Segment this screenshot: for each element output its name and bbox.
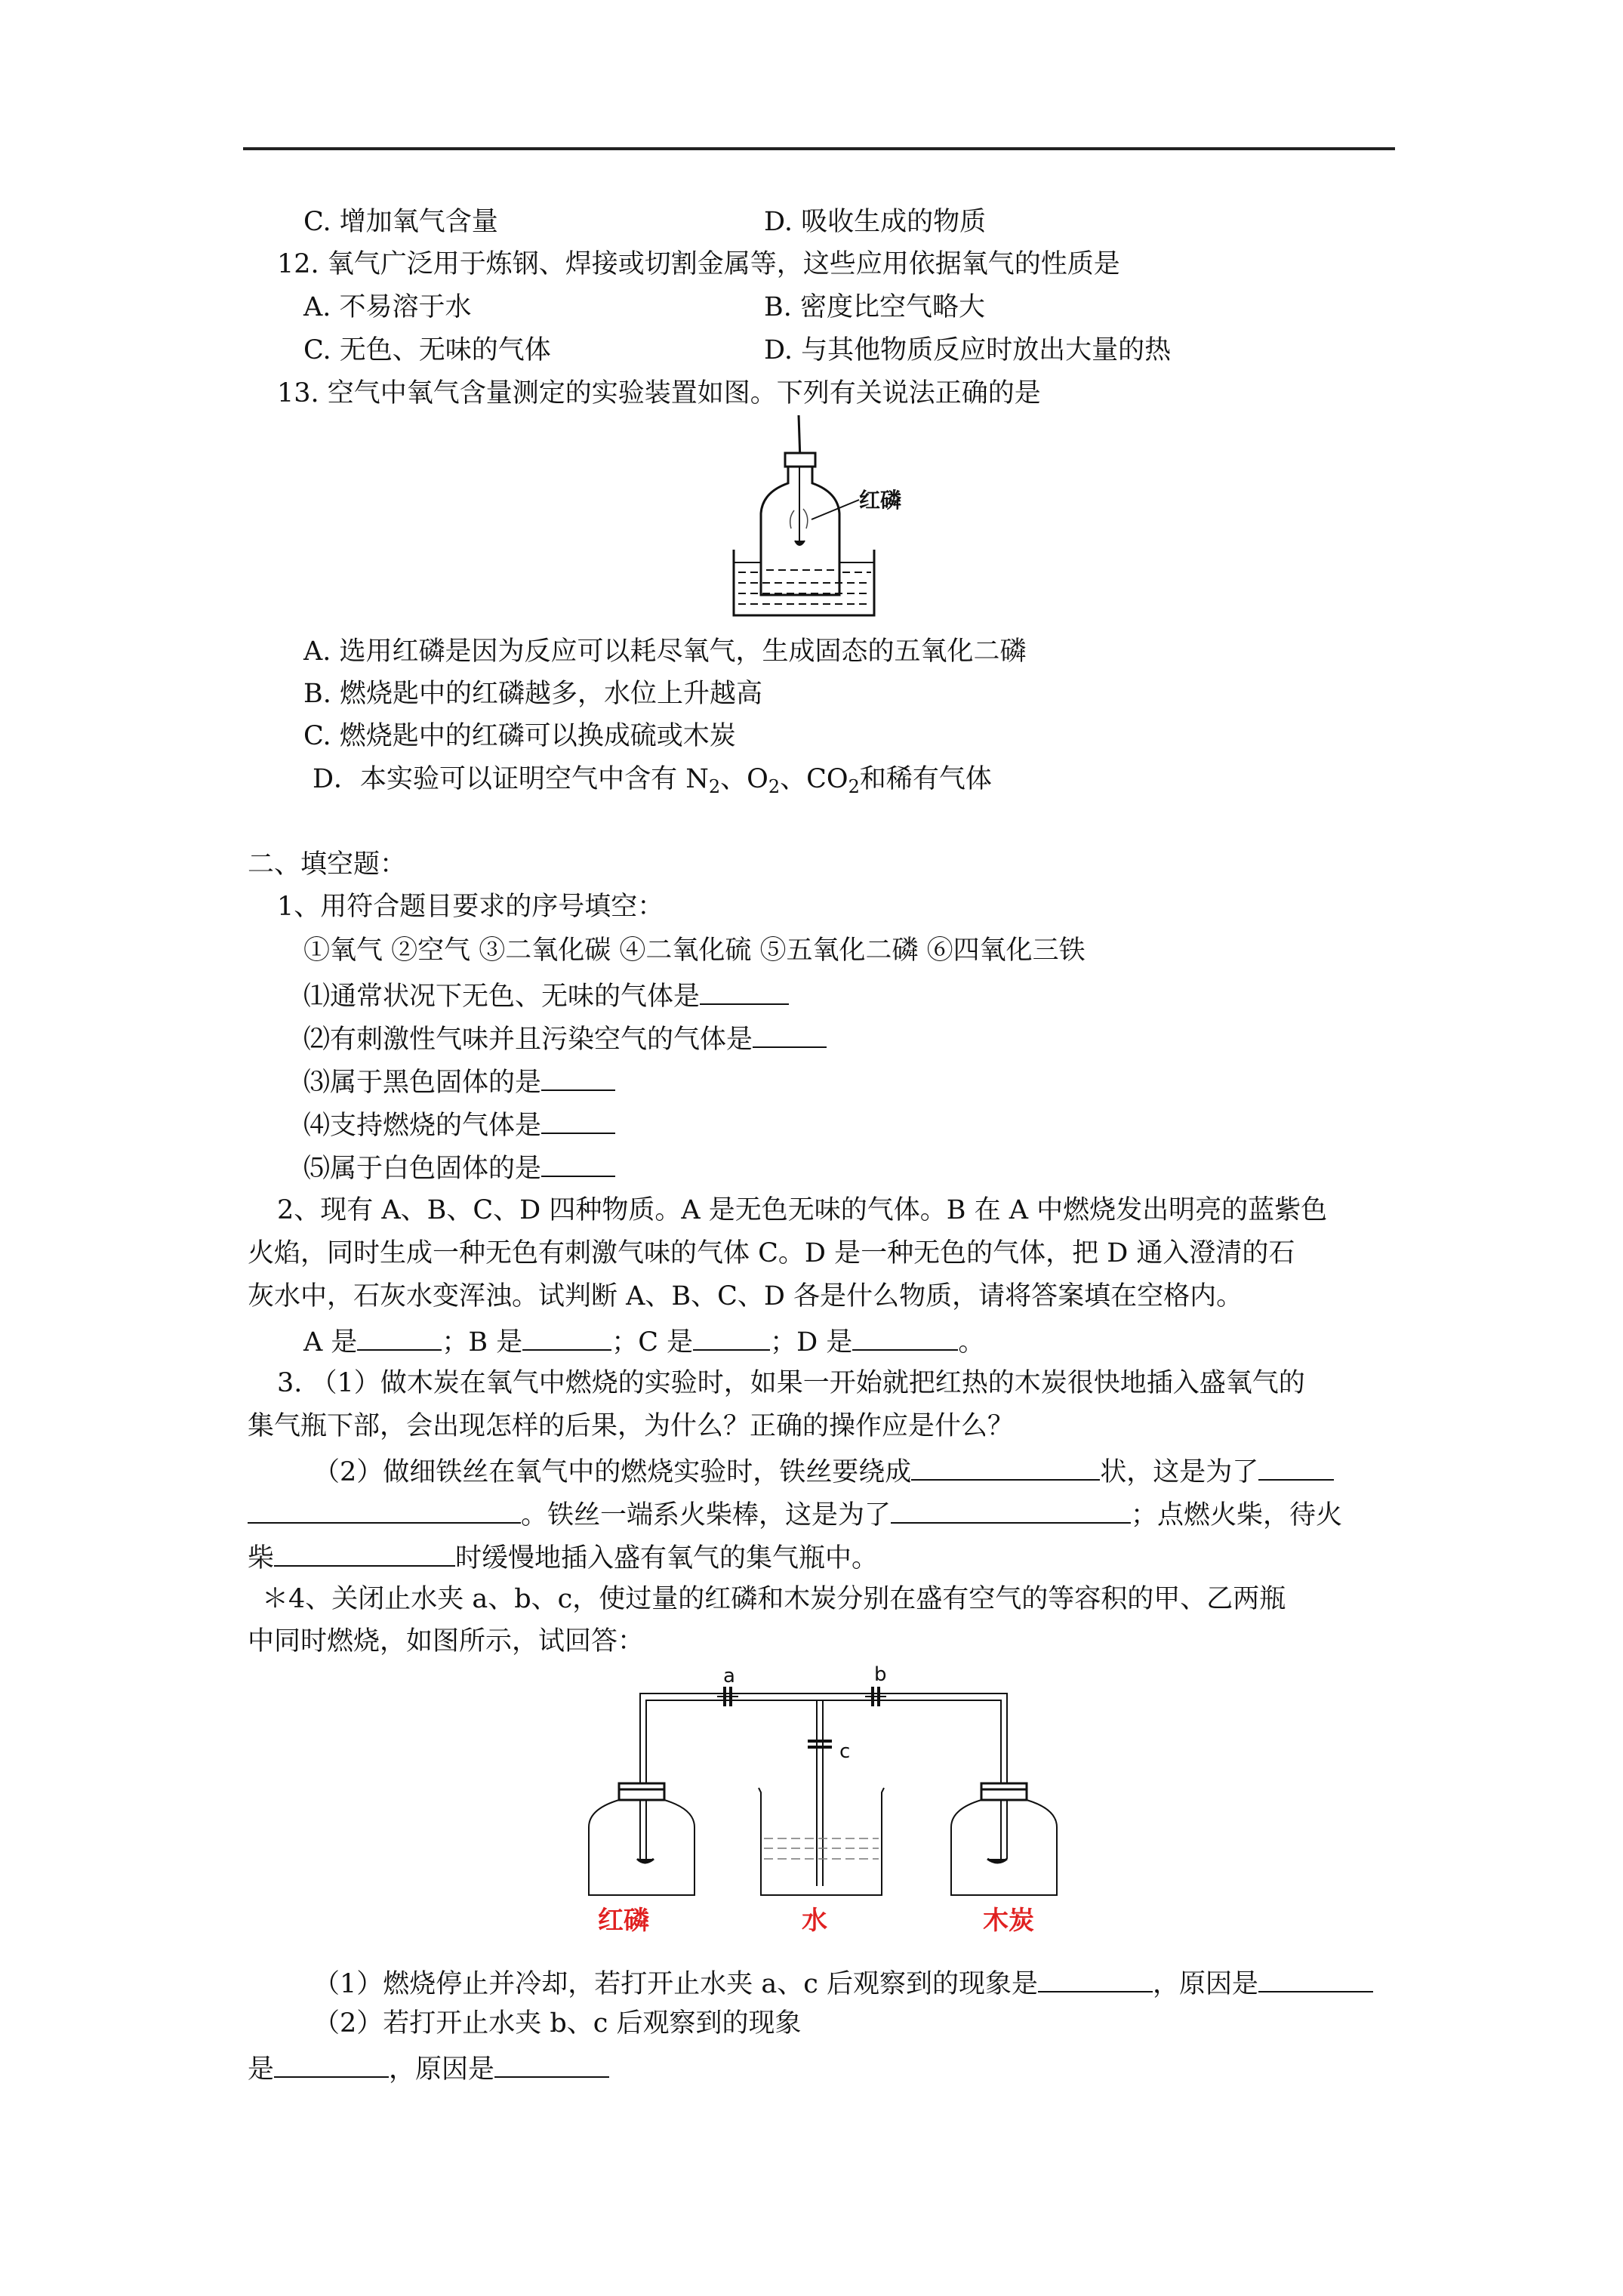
p1-choices: ①氧气 ②空气 ③二氧化碳 ④二氧化硫 ⑤五氧化二磷 ⑥四氧化三铁 <box>303 935 1086 966</box>
p3-line5: 柴 时缓慢地插入盛有氧气的集气瓶中。 <box>248 1543 879 1573</box>
p3-line3: （2）做细铁丝在氧气中的燃烧实验时，铁丝要绕成 状，这是为了 <box>313 1456 1334 1486</box>
p4-line2: 中同时燃烧，如图所示，试回答： <box>248 1626 645 1657</box>
fig-label-charcoal: 木炭 <box>983 1906 1034 1936</box>
p3-line1: 3. （1）做木炭在氧气中燃烧的实验时，如果一开始就把红热的木炭很快地插入盛氧气的 <box>277 1368 1305 1398</box>
p3-line4: 。铁丝一端系火柴棒，这是为了 ；点燃火柴，待火 <box>248 1499 1342 1529</box>
p1-sub4: ⑷支持燃烧的气体是 <box>303 1110 615 1139</box>
q13-figure-label: 红磷 <box>859 488 902 513</box>
p2-answers: A 是 ；B 是 ；C 是 ；D 是 。 <box>303 1327 985 1358</box>
p4-question2: （2）若打开止水夹 b、c 后观察到的现象 <box>313 2008 802 2039</box>
p1-sub5: ⑸属于白色固体的是 <box>303 1153 615 1182</box>
section-heading: 二、填空题： <box>248 849 407 880</box>
q13-option-d: D．本实验可以证明空气中含有 $N_2$、$O_2$、$CO_2$和稀有气体 <box>313 764 992 797</box>
p4-apparatus-figure <box>574 1661 1087 1940</box>
q13-option-a: A. 选用红磷是因为反应可以耗尽氧气，生成固态的五氧化二磷 <box>303 636 1027 667</box>
q13-apparatus-figure <box>725 415 929 623</box>
clamp-b-label: b <box>874 1663 887 1686</box>
q12-option-b: B. 密度比空气略大 <box>764 292 985 322</box>
p2-line2: 火焰，同时生成一种无色有刺激气味的气体 C。D 是一种无色的气体，把 D 通入澄清的石 <box>248 1238 1295 1268</box>
p3-line2: 集气瓶下部，会出现怎样的后果，为什么？正确的操作应是什么？ <box>248 1411 1015 1441</box>
p1-sub2: ⑵有刺激性气味并且污染空气的气体是 <box>303 1024 827 1053</box>
p4-question2-cont: 是 ，原因是 <box>248 2054 609 2083</box>
q13-option-c: C. 燃烧匙中的红磷可以换成硫或木炭 <box>303 721 736 751</box>
p2-line3: 灰水中，石灰水变浑浊。试判断 A、B、C、D 各是什么物质，请将答案填在空格内。 <box>248 1281 1243 1311</box>
q12-stem: 12. 氧气广泛用于炼钢、焊接或切割金属等，这些应用依据氧气的性质是 <box>277 249 1120 279</box>
q12-option-a: A. 不易溶于水 <box>303 292 472 322</box>
clamp-c-label: c <box>839 1740 851 1763</box>
q11-option-c: C. 增加氧气含量 <box>303 207 498 237</box>
q12-option-d: D. 与其他物质反应时放出大量的热 <box>764 335 1172 365</box>
p1-stem: 1、用符合题目要求的序号填空： <box>277 892 664 922</box>
q12-option-c: C. 无色、无味的气体 <box>303 335 551 365</box>
p1-sub1: ⑴通常状况下无色、无味的气体是 <box>303 981 789 1010</box>
fig-label-red-phosphorus: 红磷 <box>598 1906 649 1936</box>
p2-line1: 2、现有 A、B、C、D 四种物质。A 是无色无味的气体。B 在 A 中燃烧发出明亮的蓝紫色 <box>277 1195 1328 1225</box>
p4-line1: ＊4、关闭止水夹 a、b、c，使过量的红磷和木炭分别在盛有空气的等容积的甲、乙两瓶 <box>262 1584 1286 1614</box>
p4-question1: （1）燃烧停止并冷却，若打开止水夹 a、c 后观察到的现象是 ，原因是 <box>313 1968 1373 1998</box>
q11-option-d: D. 吸收生成的物质 <box>764 207 987 237</box>
clamp-a-label: a <box>723 1665 735 1687</box>
q13-stem: 13. 空气中氧气含量测定的实验装置如图。下列有关说法正确的是 <box>277 378 1041 408</box>
q13-option-b: B. 燃烧匙中的红磷越多，水位上升越高 <box>303 679 762 709</box>
fig-label-water: 水 <box>802 1906 827 1936</box>
header-rule <box>243 147 1395 150</box>
p1-sub3: ⑶属于黑色固体的是 <box>303 1067 615 1096</box>
